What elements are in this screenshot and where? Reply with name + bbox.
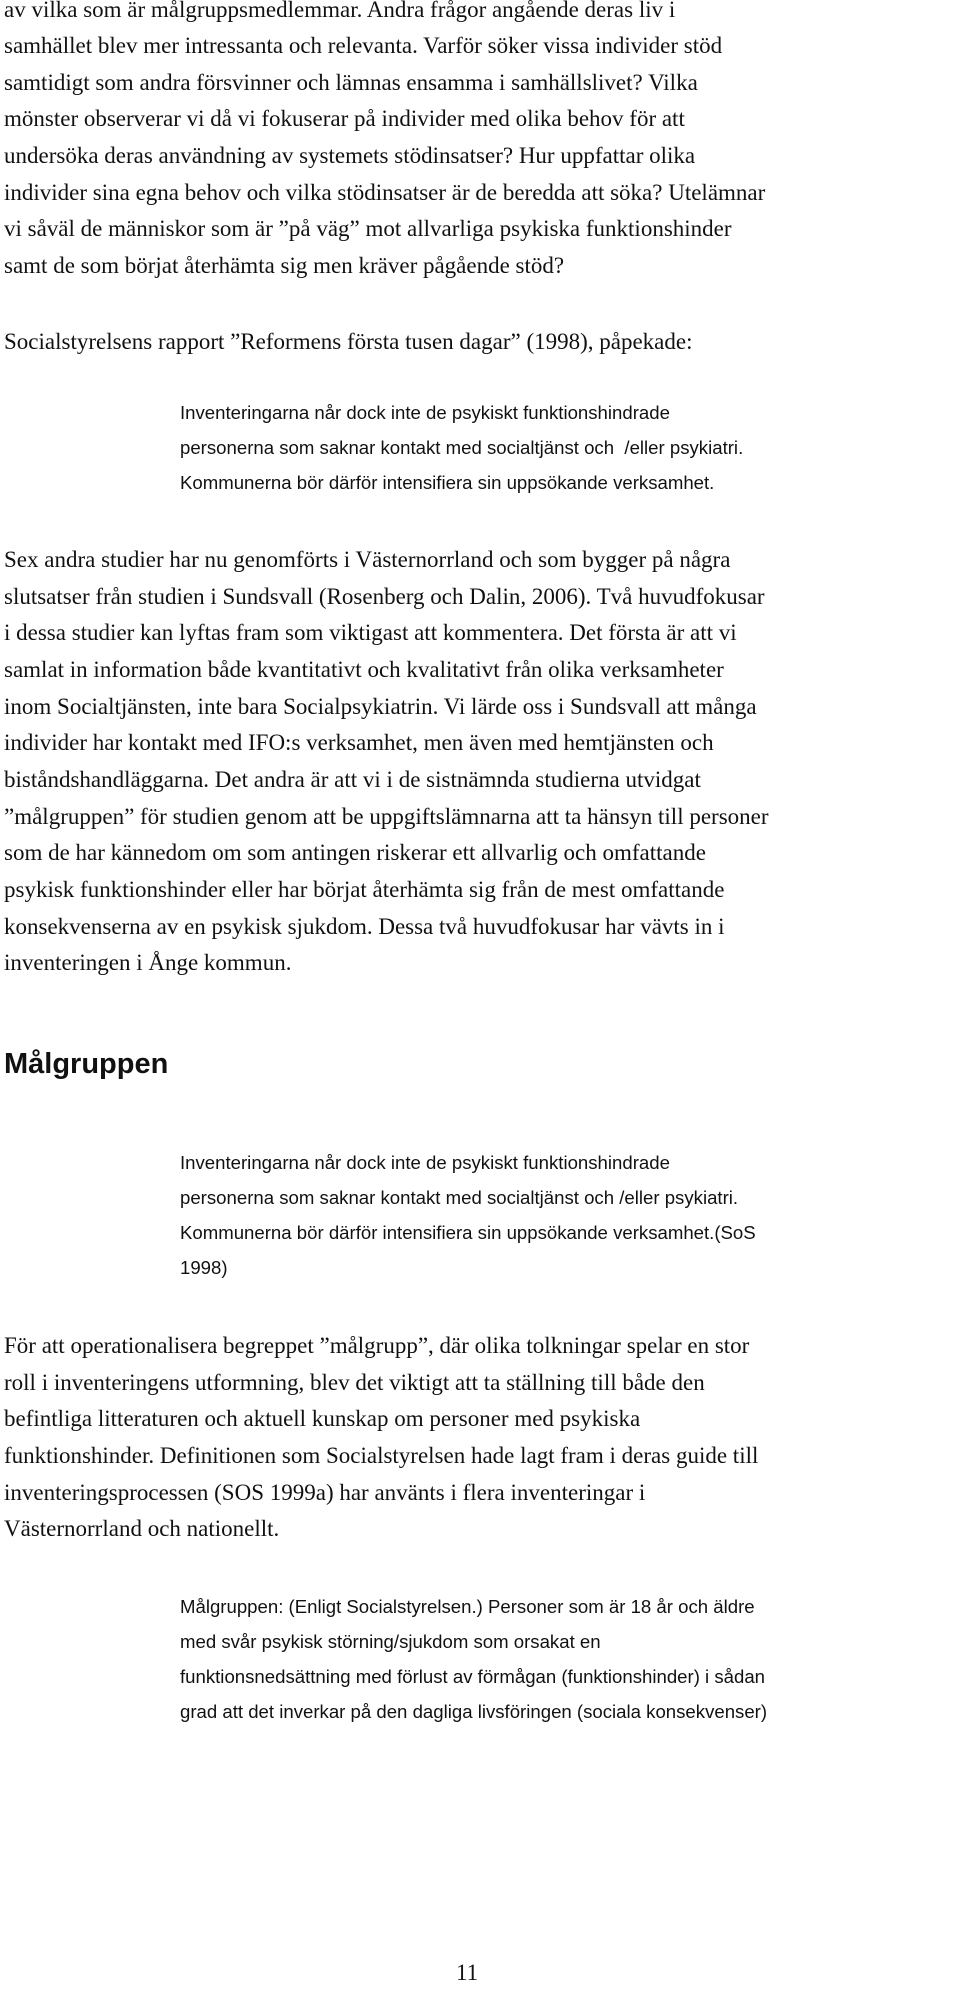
- quote-line: Inventeringarna når dock inte de psykiskt funktionshindrade: [180, 402, 670, 423]
- text-line: psykisk funktionshinder eller har börjat återhämta sig från de mest omfattande: [4, 877, 725, 902]
- definition-line: funktionsnedsättning med förlust av förmågan (funktionshinder) i sådan: [180, 1666, 766, 1687]
- text-line: Sex andra studier har nu genomförts i Västernorrland och som bygger på några: [4, 547, 731, 572]
- page-number: 11: [456, 1960, 479, 1985]
- text-line: av vilka som är målgruppsmedlemmar. Andra frågor angående deras liv i: [4, 0, 676, 22]
- text-line: funktionshinder. Definitionen som Socialstyrelsen hade lagt fram i deras guide till: [4, 1443, 759, 1468]
- quote-line: personerna som saknar kontakt med socialtjänst och /eller psykiatri.: [180, 1187, 739, 1208]
- quote-line: Kommunerna bör därför intensifiera sin uppsökande verksamhet.(SoS: [180, 1222, 756, 1243]
- text-line: ”målgruppen” för studien genom att be uppgiftslämnarna att ta hänsyn till personer: [4, 804, 769, 829]
- text-line: mönster observerar vi då vi fokuserar på individer med olika behov för att: [4, 106, 685, 131]
- text-line: samtidigt som andra försvinner och lämnas ensamma i samhällslivet? Vilka: [4, 70, 698, 95]
- text-line: inventeringen i Ånge kommun.: [4, 950, 292, 975]
- definition-line: grad att det inverkar på den dagliga livsföringen (sociala konsekvenser): [180, 1701, 768, 1722]
- text-line: Västernorrland och nationellt.: [4, 1516, 280, 1541]
- text-line: konsekvenserna av en psykisk sjukdom. Dessa två huvudfokusar har vävts in i: [4, 914, 725, 939]
- text-line: biståndshandläggarna. Det andra är att vi i de sistnämnda studierna utvidgat: [4, 767, 701, 792]
- quote-line: personerna som saknar kontakt med socialtjänst och /eller psykiatri.: [180, 437, 744, 458]
- quote-line: Inventeringarna når dock inte de psykiskt funktionshindrade: [180, 1152, 670, 1173]
- text-line: undersöka deras användning av systemets stödinsatser? Hur uppfattar olika: [4, 143, 696, 168]
- text-line: som de har kännedom om som antingen riskerar ett allvarlig och omfattande: [4, 840, 706, 865]
- text-line: samhället blev mer intressanta och relevanta. Varför söker vissa individer stöd: [4, 33, 723, 58]
- text-line: befintliga litteraturen och aktuell kunskap om personer med psykiska: [4, 1406, 641, 1431]
- definition-line: Målgruppen: (Enligt Socialstyrelsen.) Personer som är 18 år och äldre: [180, 1596, 755, 1617]
- text-line: individer har kontakt med IFO:s verksamhet, men även med hemtjänsten och: [4, 730, 714, 755]
- text-line: i dessa studier kan lyftas fram som viktigast att kommentera. Det första är att vi: [4, 620, 737, 645]
- text-line: samlat in information både kvantitativt och kvalitativt från olika verksamheter: [4, 657, 724, 682]
- quote-line: Kommunerna bör därför intensifiera sin uppsökande verksamhet.: [180, 472, 715, 493]
- text-line: slutsatser från studien i Sundsvall (Rosenberg och Dalin, 2006). Två huvudfokusar: [4, 584, 765, 609]
- text-line: individer sina egna behov och vilka stödinsatser är de beredda att söka? Utelämnar: [4, 180, 766, 205]
- paragraph-socialstyrelsen: Socialstyrelsens rapport ”Reformens första tusen dagar” (1998), påpekade:: [4, 329, 693, 354]
- text-line: vi såväl de människor som är ”på väg” mot allvarliga psykiska funktionshinder: [4, 216, 732, 241]
- text-line: inventeringsprocessen (SOS 1999a) har använts i flera inventeringar i: [4, 1480, 646, 1505]
- definition-line: med svår psykisk störning/sjukdom som orsakat en: [180, 1631, 601, 1652]
- quote-line: 1998): [180, 1257, 228, 1278]
- text-line: För att operationalisera begreppet ”målgrupp”, där olika tolkningar spelar en stor: [4, 1333, 750, 1358]
- text-line: roll i inventeringens utformning, blev det viktigt att ta ställning till både den: [4, 1370, 705, 1395]
- text-line: samt de som börjat återhämta sig men kräver pågående stöd?: [4, 253, 565, 278]
- text-line: inom Socialtjänsten, inte bara Socialpsykiatrin. Vi lärde oss i Sundsvall att många: [4, 694, 757, 719]
- section-heading: Målgruppen: [4, 1048, 169, 1080]
